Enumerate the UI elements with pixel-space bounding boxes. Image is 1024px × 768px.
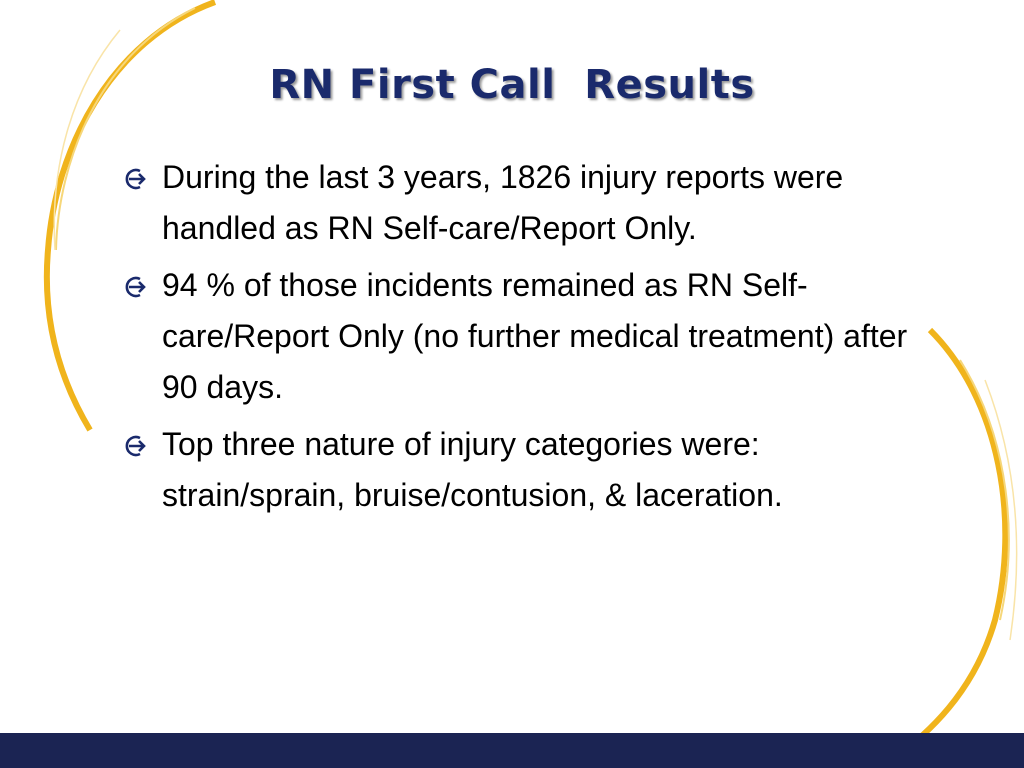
bullet-text: Top three nature of injury categories were: strain/sprain, bruise/contusion, & laceration. [162, 426, 783, 513]
bullet-item [118, 260, 938, 413]
circled-arrow-right-icon [124, 276, 148, 298]
bullet-item [118, 419, 938, 521]
slide-title: RN First Call Results [269, 62, 755, 108]
bullet-text: 94 % of those incidents remained as RN Self-care/Report Only (no further medical treatment) after 90 days. [162, 267, 908, 405]
footer-bar [0, 733, 1024, 768]
bullet-item [118, 152, 938, 254]
circled-arrow-right-icon [124, 168, 148, 190]
bullet-text: During the last 3 years, 1826 injury reports were handled as RN Self-care/Report Only. [162, 159, 844, 246]
circled-arrow-right-icon [124, 435, 148, 457]
bullet-list [118, 152, 938, 527]
